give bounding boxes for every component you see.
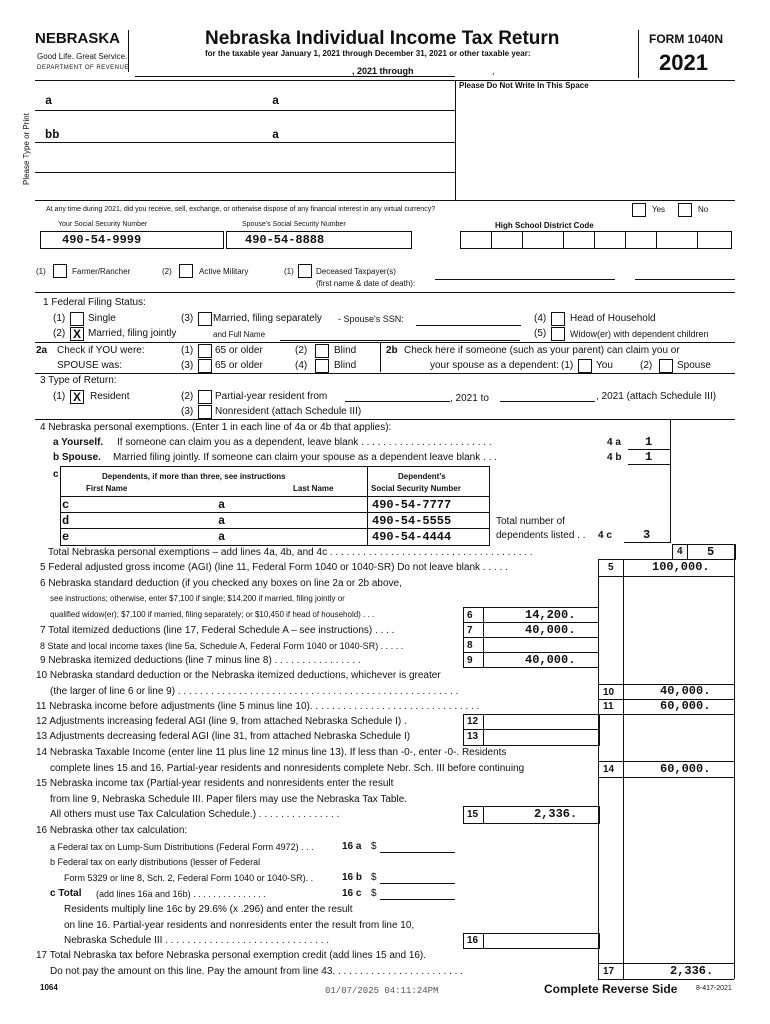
form-year: 2021 — [659, 50, 708, 75]
line-10-value[interactable]: 40,000. — [660, 684, 711, 698]
timestamp: 01/07/2025 04:11:24PM — [325, 986, 439, 996]
line-11-value[interactable]: 60,000. — [660, 699, 711, 713]
tax-year-through: , 2021 through — [352, 66, 414, 76]
claimed-you-checkbox[interactable] — [578, 359, 592, 373]
military-checkbox[interactable] — [179, 264, 193, 278]
line-14-value[interactable]: 60,000. — [660, 762, 711, 776]
your-ssn-field[interactable]: 490-54-9999 — [62, 233, 142, 247]
last-name-field[interactable]: a — [272, 94, 280, 108]
line-5-value[interactable]: 100,000. — [652, 560, 710, 574]
dependent-1-ssn[interactable]: 490-54-7777 — [372, 498, 452, 512]
dependent-2-ssn[interactable]: 490-54-5555 — [372, 514, 452, 528]
you-blind-checkbox[interactable] — [315, 344, 329, 358]
spouse-65-checkbox[interactable] — [198, 359, 212, 373]
spouse-name-field[interactable]: bb — [45, 128, 60, 142]
state-name: NEBRASKA — [35, 30, 121, 47]
virtual-no-checkbox[interactable] — [678, 203, 692, 217]
no-write-space: Please Do Not Write In This Space — [459, 81, 589, 90]
line-4-total[interactable]: 5 — [707, 545, 715, 559]
you-65-checkbox[interactable] — [198, 344, 212, 358]
form-subtitle: for the taxable year January 1, 2021 through December 31, 2021 or other taxable year: — [205, 49, 531, 58]
form-number: FORM 1040N — [649, 32, 724, 46]
claimed-spouse-checkbox[interactable] — [659, 359, 673, 373]
high-school-district-code[interactable] — [460, 231, 732, 249]
department: DEPARTMENT OF REVENUE — [37, 65, 129, 71]
partial-year-checkbox[interactable] — [198, 390, 212, 404]
form-title: Nebraska Individual Income Tax Return — [205, 28, 560, 49]
virtual-yes-checkbox[interactable] — [632, 203, 646, 217]
type-or-print: Please Type or Print — [22, 113, 31, 185]
line-17-value[interactable]: 2,336. — [670, 964, 714, 978]
line-15-value[interactable]: 2,336. — [534, 807, 578, 821]
line-9-value[interactable]: 40,000. — [525, 653, 576, 667]
virtual-currency-question: At any time during 2021, did you receive, sell, exchange, or otherwise dispose of any financial interest in any virtual currency? — [46, 206, 436, 213]
resident-checkbox[interactable]: X — [70, 390, 84, 404]
dependent-1-first[interactable]: c — [62, 498, 70, 512]
farmer-checkbox[interactable] — [53, 264, 67, 278]
line-4c-value[interactable]: 3 — [643, 528, 651, 542]
nonresident-checkbox[interactable] — [198, 405, 212, 419]
complete-reverse-side: Complete Reverse Side — [544, 982, 678, 996]
dependent-3-last[interactable]: a — [218, 530, 226, 544]
spouse-ssn-field[interactable]: 490-54-8888 — [245, 233, 325, 247]
dependent-2-last[interactable]: a — [218, 514, 226, 528]
line-4b-value[interactable]: 1 — [645, 450, 653, 464]
form-code: 1064 — [40, 983, 58, 992]
dependent-3-first[interactable]: e — [62, 530, 70, 544]
head-of-household-checkbox[interactable] — [551, 312, 565, 326]
widower-checkbox[interactable] — [551, 327, 565, 341]
line-7-value[interactable]: 40,000. — [525, 623, 576, 637]
married-jointly-checkbox[interactable]: X — [70, 327, 84, 341]
deceased-checkbox[interactable] — [298, 264, 312, 278]
single-checkbox[interactable] — [70, 312, 84, 326]
line-4a-value[interactable]: 1 — [645, 435, 653, 449]
dependent-2-first[interactable]: d — [62, 514, 70, 528]
spouse-last-name-field[interactable]: a — [272, 128, 280, 142]
line-6-value[interactable]: 14,200. — [525, 608, 576, 622]
slogan: Good Life. Great Service. — [37, 52, 128, 61]
married-separately-checkbox[interactable] — [198, 312, 212, 326]
revision-code: 8-417-2021 — [696, 985, 732, 992]
first-name-field[interactable]: a — [45, 94, 53, 108]
dependent-1-last[interactable]: a — [218, 498, 226, 512]
dependent-3-ssn[interactable]: 490-54-4444 — [372, 530, 452, 544]
spouse-blind-checkbox[interactable] — [315, 359, 329, 373]
